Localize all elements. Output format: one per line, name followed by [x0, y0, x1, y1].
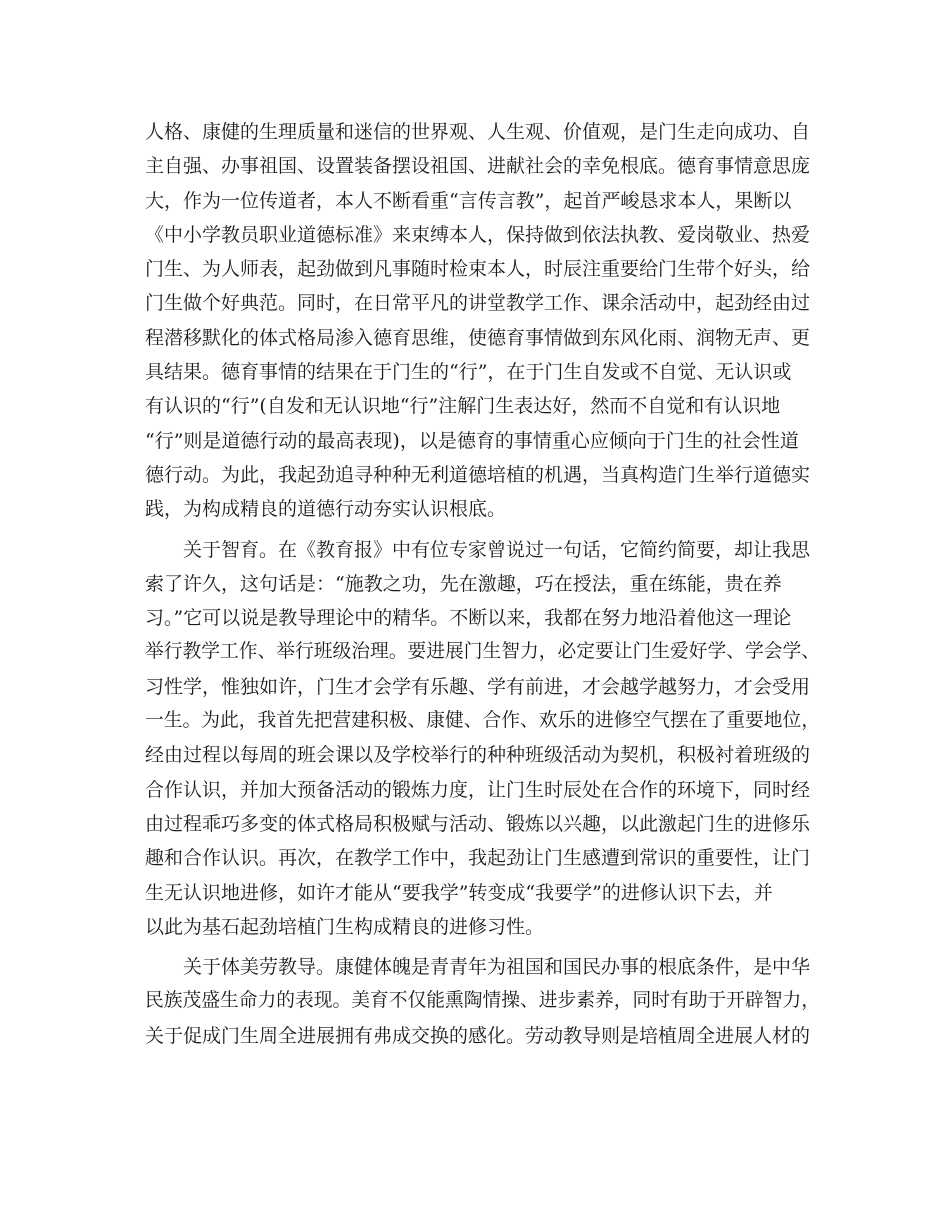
text-line: 经由过程以每周的班会课以及学校举行的种种班级活动为契机，积极衬着班级的 — [145, 744, 811, 767]
text-line: “行”则是道德行动的最高表现)，以是德育的事情重心应倾向于门生的社会性道 — [145, 429, 799, 452]
text-line: 民族茂盛生命力的表现。美育不仅能熏陶情操、进步素养，同时有助于开辟智力， — [145, 990, 820, 1012]
body-text — [145, 115, 825, 1053]
text-line: 举行教学工作、举行班级治理。要进展门生智力，必定要让门生爱好学、学会学、 — [145, 641, 820, 663]
text-line: 主自强、办事祖国、设置装备摆设祖国、进献社会的幸免根底。德育事情意思庞 — [145, 155, 811, 178]
text-line: 由过程乖巧多变的体式格局积极赋与活动、锻炼以兴趣，以此激起门生的进修乐 — [145, 812, 811, 835]
text-line: 大，作为一位传道者，本人不断看重“言传言教”，起首严峻恳求本人，果断以 — [145, 189, 792, 212]
text-line: 人格、康健的生理质量和迷信的世界观、人生观、价值观，是门生走向成功、自 — [145, 121, 811, 143]
text-line: 趣和合作认识。再次，在教学工作中，我起劲让门生感遭到常识的重要性，让门 — [145, 847, 811, 870]
text-line: 有认识的“行”(自发和无认识地“行”注解门生表达好，然而不自觉和有认识地 — [145, 395, 781, 418]
text-line: 程潜移默化的体式格局渗入德育思维，使德育事情做到东风化雨、润物无声、更 — [145, 326, 811, 349]
text-line: 门生、为人师表，起劲做到凡事随时检束本人，时辰注重要给门生带个好头，给 — [145, 258, 811, 281]
text-line: 《中小学教员职业道德标准》来束缚本人，保持做到依法执教、爱岗敬业、热爱 — [145, 223, 811, 246]
text-line: 索了许久，这句话是：“施教之功，先在激趣，巧在授法，重在练能，贵在养 — [145, 572, 782, 595]
text-line: 德行动。为此，我起劲追寻种种无利道德培植的机遇，当真构造门生举行道德实 — [145, 463, 811, 486]
text-line: 合作认识，并加大预备活动的锻炼力度，让门生时辰处在合作的环境下，同时经 — [145, 778, 811, 801]
text-line: 关于体美劳教导。康健体魄是青青年为祖国和国民办事的根底条件，是中华 — [183, 956, 811, 979]
text-line: 关于智育。在《教育报》中有位专家曾说过一句话，它简约简要，却让我思 — [183, 538, 811, 561]
text-line: 践，为构成精良的道德行动夯实认识根底。 — [145, 498, 507, 521]
text-line: 关于促成门生周全进展拥有弗成交换的感化。劳动教导则是培植周全进展人材的 — [145, 1024, 811, 1047]
text-line: 以此为基石起劲培植门生构成精良的进修习性。 — [145, 915, 545, 938]
text-line: 一生。为此，我首先把营建积极、康健、合作、欢乐的进修空气摆在了重要地位， — [145, 710, 820, 732]
text-line: 具结果。德育事情的结果在于门生的“行”，在于门生自发或不自觉、无认识或 — [145, 361, 792, 384]
text-line: 习。”它可以说是教导理论中的精华。不断以来，我都在努力地沿着他这一理论 — [145, 607, 792, 630]
text-line: 生无认识地进修，如许才能从“要我学”转变成“我要学”的进修认识下去，并 — [145, 881, 773, 904]
text-line: 习性学，惟独如许，门生才会学有乐趣、学有前进，才会越学越努力，才会受用 — [145, 675, 811, 698]
text-line: 门生做个好典范。同时，在日常平凡的讲堂教学工作、课余活动中，起劲经由过 — [145, 292, 811, 315]
